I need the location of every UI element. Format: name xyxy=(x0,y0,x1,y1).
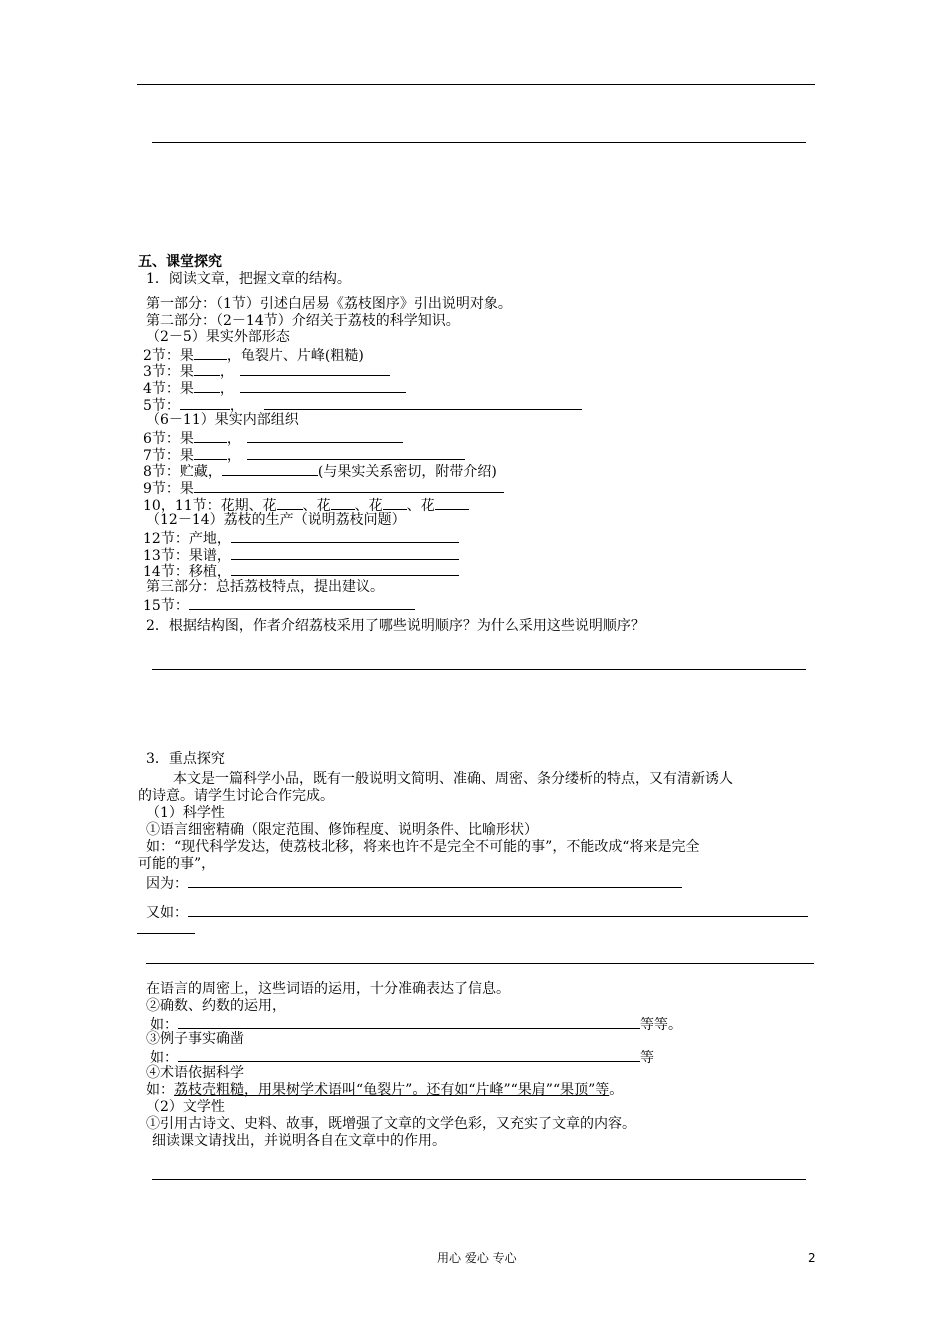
blank xyxy=(194,362,220,376)
label: 12节：产地， xyxy=(143,531,231,547)
text: ，龟裂片、片峰(粗糙) xyxy=(226,348,364,364)
answer-line xyxy=(152,669,806,670)
label: 4节：果 xyxy=(143,381,194,397)
comma: ， xyxy=(226,431,241,447)
suffix: 等 xyxy=(640,1050,654,1066)
blank xyxy=(331,496,355,510)
label: 5节： xyxy=(143,398,180,414)
label: 6节：果 xyxy=(143,431,194,447)
section-heading: 五、课堂探究 xyxy=(138,254,222,270)
example-1-cont: 可能的事”， xyxy=(138,856,216,872)
blank xyxy=(247,429,403,443)
point-5-cont: 细读课文请找出，并说明各自在文章中的作用。 xyxy=(152,1133,446,1149)
blank xyxy=(222,462,318,476)
label: 10，11节：花期、花 xyxy=(143,498,277,514)
text: 、花 xyxy=(406,498,435,514)
section-15-line xyxy=(143,596,415,615)
answer-line xyxy=(137,933,195,934)
underlined-example: 荔枝壳粗糙，用果树学术语叫“龟裂片”。还有如“片峰”“果肩”“果顶”等 xyxy=(174,1082,610,1098)
conclusion: 在语言的周密上，这些词语的运用，十分准确表达了信息。 xyxy=(146,981,510,997)
question-3: 3．重点探究 xyxy=(146,751,225,767)
blank xyxy=(194,379,220,393)
point-2: ②确数、约数的运用， xyxy=(146,998,286,1014)
question-1: 1．阅读文章，把握文章的结构。 xyxy=(146,271,351,287)
blank xyxy=(231,562,459,576)
label: 13节：果谱， xyxy=(143,548,231,564)
label: 因为： xyxy=(146,876,188,892)
point-4: ④术语依据科学 xyxy=(146,1065,244,1081)
intro-paragraph: 本文是一篇科学小品，既有一般说明文简明、准确、周密、条分缕析的特点，又有清新诱人 xyxy=(173,771,733,787)
blank xyxy=(231,546,459,560)
group-2: （6－11）果实内部组织 xyxy=(146,412,299,428)
comma: ， xyxy=(219,381,234,397)
label: 8节：贮藏， xyxy=(143,464,222,480)
blank xyxy=(383,496,407,510)
part-2: 第二部分：（2－14节）介绍关于荔枝的科学知识。 xyxy=(146,313,460,329)
header-rule xyxy=(137,84,815,85)
suffix: 等等。 xyxy=(640,1017,682,1033)
question-2: 2．根据结构图，作者介绍荔枝采用了哪些说明顺序？为什么采用这些说明顺序？ xyxy=(146,618,645,634)
blank xyxy=(178,1048,640,1062)
blank xyxy=(240,379,406,393)
blank xyxy=(194,346,227,360)
blank xyxy=(189,596,415,610)
science-heading: （1）科学性 xyxy=(146,805,225,821)
blank xyxy=(231,529,459,543)
blank xyxy=(277,496,303,510)
blank xyxy=(264,396,582,410)
text: 、花 xyxy=(354,498,383,514)
blank xyxy=(188,903,808,917)
blank xyxy=(194,429,227,443)
part-3: 第三部分：总括荔枝特点，提出建议。 xyxy=(146,579,384,595)
label: 如： xyxy=(146,1082,174,1098)
answer-line xyxy=(146,963,814,964)
because-line xyxy=(146,874,682,893)
footer-text: 用心 爱心 专心 xyxy=(437,1251,517,1265)
comma: ， xyxy=(219,364,234,380)
answer-line xyxy=(152,1179,806,1180)
label: 又如： xyxy=(146,905,188,921)
point-3: ③例子事实确凿 xyxy=(146,1031,244,1047)
also-line xyxy=(146,903,808,922)
note: (与果实关系密切，附带介绍) xyxy=(317,464,497,480)
example-4-line xyxy=(146,1082,623,1099)
blank xyxy=(194,446,227,460)
intro-paragraph-cont: 的诗意。请学生讨论合作完成。 xyxy=(138,788,334,804)
comma: ， xyxy=(226,448,241,464)
blank xyxy=(178,1015,640,1029)
blank xyxy=(247,446,465,460)
label: 如： xyxy=(150,1050,178,1066)
text: 、花 xyxy=(302,498,331,514)
label: 3节：果 xyxy=(143,364,194,380)
blank xyxy=(194,479,504,493)
page-number: 2 xyxy=(808,1251,816,1265)
group-3: （12－14）荔枝的生产（说明荔枝问题） xyxy=(146,512,406,528)
group-1: （2－5）果实外部形态 xyxy=(146,329,290,345)
point-5: ①引用古诗文、史料、故事，既增强了文章的文学色彩，又充实了文章的内容。 xyxy=(146,1116,636,1132)
blank xyxy=(240,362,390,376)
blank xyxy=(180,396,230,410)
literature-heading: （2）文学性 xyxy=(146,1099,225,1115)
label: 14节：移植， xyxy=(143,564,231,580)
answer-line xyxy=(152,142,806,143)
example-1: 如：“现代科学发达，使荔枝北移，将来也许不是完全不可能的事”，不能改成“将来是完全 xyxy=(146,839,700,855)
label: 2节：果 xyxy=(143,348,194,364)
comma: ， xyxy=(229,398,244,414)
blank xyxy=(435,496,469,510)
point-1: ①语言细密精确（限定范围、修饰程度、说明条件、比喻形状） xyxy=(146,822,538,838)
period: 。 xyxy=(609,1082,624,1098)
label: 15节： xyxy=(143,598,189,614)
label: 7节：果 xyxy=(143,448,194,464)
blank xyxy=(188,874,682,888)
label: 如： xyxy=(150,1017,178,1033)
label: 9节：果 xyxy=(143,481,194,497)
part-1: 第一部分：（1节）引述白居易《荔枝图序》引出说明对象。 xyxy=(146,296,512,312)
